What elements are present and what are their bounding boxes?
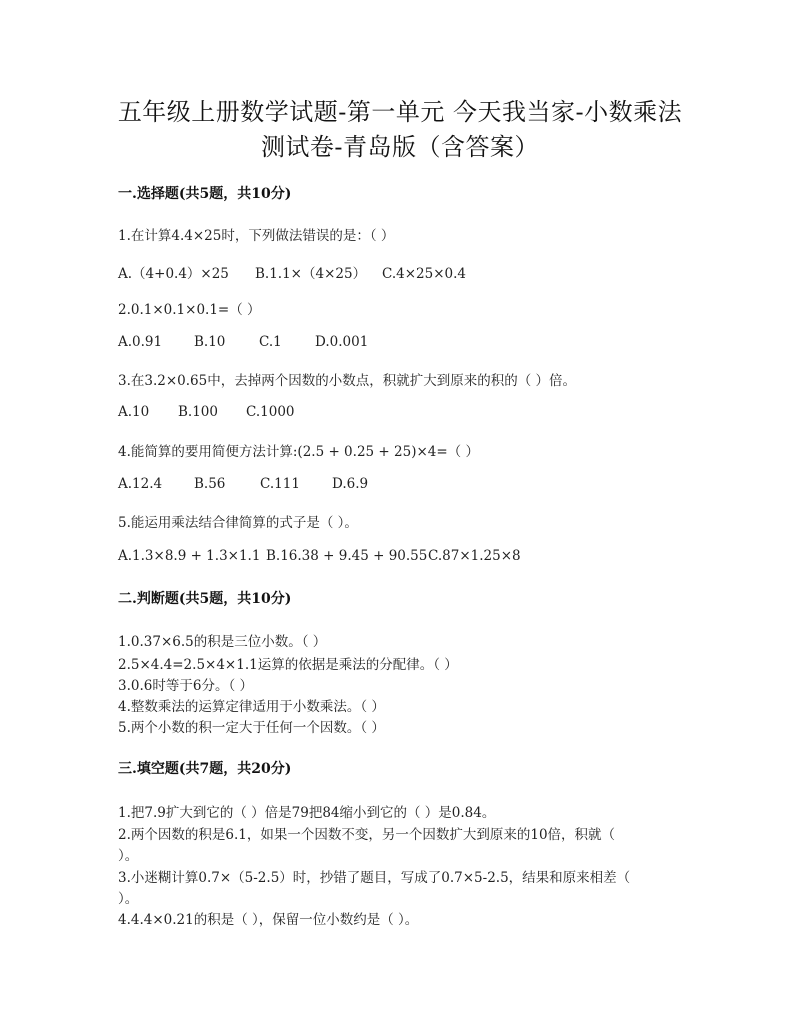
question-4-options [118,476,368,492]
fill-blank-line-6: 4.4.4×0.21的积是（ ），保留一位小数约是（ ）。 [118,912,419,928]
judgement-item-2: 2.5×4.4=2.5×4×1.1运算的依据是乘法的分配律。（ ） [118,657,458,673]
question-1-stem: 1.在计算4.4×25时，下列做法错误的是：（ ） [118,228,395,244]
question-1-option-b: B.1.1×（4×25） [255,266,367,282]
fill-blank-line-2: 2.两个因数的积是6.1，如果一个因数不变，另一个因数扩大到原来的10倍，积就（ [118,827,616,843]
fill-blank-line-5: ）。 [118,891,139,907]
judgement-item-4: 4.整数乘法的运算定律适用于小数乘法。（ ） [118,699,385,715]
question-2-stem: 2.0.1×0.1×0.1=（ ） [118,302,261,318]
fill-blank-line-4: 3.小迷糊计算0.7×（5-2.5）时，抄错了题目，写成了0.7×5-2.5，结果和原来相差（ [118,870,631,886]
document-title-line-2: 测试卷-青岛版（含答案） [260,133,540,161]
section-3-heading: 三.填空题(共7题，共20分) [118,761,292,777]
judgement-item-3: 3.0.6时等于6分。（ ） [118,678,253,694]
fill-blank-line-1: 1.把7.9扩大到它的（ ）倍是79把84缩小到它的（ ）是0.84。 [118,805,496,821]
question-2-option-a: A.0.91 [118,334,163,350]
question-2-option-c: C.1 [259,334,282,350]
question-2-option-b: B.10 [194,334,226,350]
question-2-options [118,334,368,350]
section-2-heading: 二.判断题(共5题，共10分) [118,591,292,607]
question-3-option-a: A.10 [118,404,150,420]
judgement-item-5: 5.两个小数的积一定大于任何一个因数。（ ） [118,720,385,736]
question-1-option-c: C.4×25×0.4 [382,266,466,282]
question-4-stem: 4.能简算的要用简便方法计算:(2.5 + 0.25 + 25)×4=（ ） [118,444,479,460]
question-5-option-a: A.1.3×8.9 + 1.3×1.1 [118,548,261,564]
question-2-option-d: D.0.001 [315,334,369,350]
question-5-option-c: C.87×1.25×8 [428,548,521,564]
question-4-option-d: D.6.9 [332,476,369,492]
question-5-option-b: B.16.38 + 9.45 + 90.55 [266,548,428,564]
question-4-option-c: C.111 [260,476,300,492]
question-3-options [118,404,295,420]
section-1-heading: 一.选择题(共5题，共10分) [118,186,292,202]
question-1-options [118,262,466,282]
question-5-stem: 5.能运用乘法结合律简算的式子是（ ）。 [118,515,358,531]
question-5-options [118,548,521,564]
question-1-option-a: A.（4+0.4）×25 [118,266,229,282]
question-4-option-b: B.56 [194,476,226,492]
judgement-item-1: 1.0.37×6.5的积是三位小数。（ ） [118,634,327,650]
question-3-option-b: B.100 [178,404,218,420]
fill-blank-line-3: ）。 [118,848,139,864]
question-4-option-a: A.12.4 [118,476,163,492]
question-3-option-c: C.1000 [246,404,295,420]
document-title-line-1: 五年级上册数学试题-第一单元 今天我当家-小数乘法 [117,98,683,126]
question-3-stem: 3.在3.2×0.65中，去掉两个因数的小数点，积就扩大到原来的积的（ ）倍。 [118,373,577,389]
